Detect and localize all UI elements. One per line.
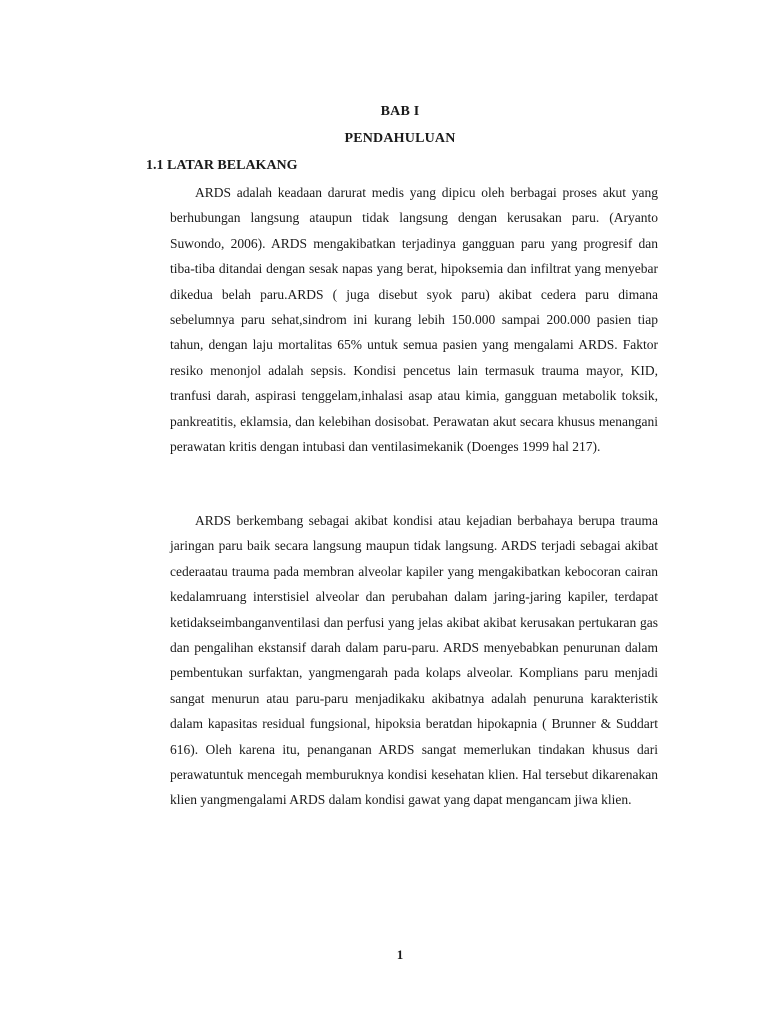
body-paragraph-2: ARDS berkembang sebagai akibat kondisi atau kejadian berbahaya berupa trauma jaringan paru baik secara langsung maupun tidak langsung. ARDS terjadi sebagai akibat cederaatau trauma pada membran alveolar kapiler yang mengakibatkan kebocoran cairan kedalamruang interstisiel alveolar dan perubahan dalam jaring-jaring kapiler, terdapat ketidakseimbanganventilasi dan perfusi yang jelas akibat akibat kerusakan pertukaran gas dan pengalihan ekstansif darah dalam paru-paru. ARDS menyebabkan penurunan dalam pembentukan surfaktan, yangmengarah pada kolaps alveolar. Komplians paru menjadi sangat menurun atau paru-paru menjadikaku akibatnya adalah penuruna karakteristik dalam kapasitas residual fungsional, hipoksia beratdan hipokapnia ( Brunner & Suddart 616). Oleh karena itu, penanganan ARDS sangat memerlukan tindakan khusus dari perawatuntuk mencegah memburuknya kondisi kesehatan klien. Hal tersebut dikarenakan klien yangmengalami ARDS dalam kondisi gawat yang dapat mengancam jiwa klien. [170, 513, 658, 808]
section-heading: 1.1 LATAR BELAKANG [146, 158, 298, 173]
body-paragraph-1: ARDS adalah keadaan darurat medis yang dipicu oleh berbagai proses akut yang berhubungan langsung ataupun tidak langsung dengan kerusakan paru. (Aryanto Suwondo, 2006). ARDS mengakibatkan terjadinya gangguan paru yang progresif dan tiba-tiba ditandai dengan sesak napas yang berat, hipoksemia dan infiltrat yang menyebar dikedua belah paru.ARDS ( juga disebut syok paru) akibat cedera paru dimana sebelumnya paru sehat,sindrom ini kurang lebih 150.000 sampai 200.000 pasien tiap tahun, dengan laju mortalitas 65% untuk semua pasien yang mengalami ARDS. Faktor resiko menonjol adalah sepsis. Kondisi pencetus lain termasuk trauma mayor, KID, tranfusi darah, aspirasi tenggelam,inhalasi asap atau kimia, gangguan metabolik toksik, pankreatitis, eklamsia, dan kelebihan dosisobat. Perawatan akut secara khusus menangani perawatan kritis dengan intubasi dan ventilasimekanik (Doenges 1999 hal 217). [170, 185, 658, 455]
chapter-number: BAB I [380, 104, 420, 119]
chapter-title: PENDAHULUAN [344, 131, 456, 146]
page-number: 1 [396, 947, 404, 962]
